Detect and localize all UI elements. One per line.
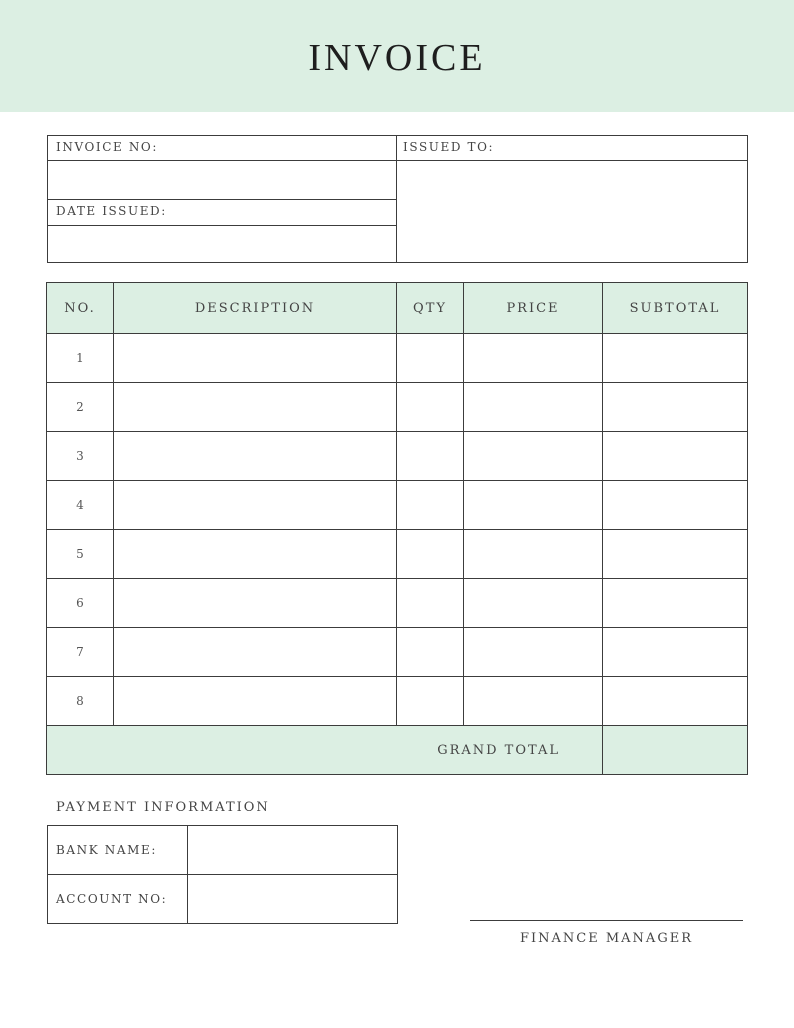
price-cell[interactable] bbox=[464, 677, 603, 726]
row-number: 2 bbox=[47, 383, 114, 432]
qty-cell[interactable] bbox=[397, 481, 464, 530]
bank-name-label: BANK NAME: bbox=[48, 826, 188, 875]
col-no-header: NO. bbox=[47, 283, 114, 334]
items-header-row bbox=[47, 283, 748, 334]
col-price-header: PRICE bbox=[464, 283, 603, 334]
col-subtotal-header: SUBTOTAL bbox=[603, 283, 748, 334]
subtotal-cell[interactable] bbox=[603, 481, 748, 530]
qty-cell[interactable] bbox=[397, 628, 464, 677]
price-cell[interactable] bbox=[464, 481, 603, 530]
row-number: 5 bbox=[47, 530, 114, 579]
payment-table bbox=[47, 825, 398, 924]
qty-cell[interactable] bbox=[397, 383, 464, 432]
description-cell[interactable] bbox=[114, 579, 397, 628]
info-date-line-top bbox=[47, 199, 397, 200]
qty-cell[interactable] bbox=[397, 432, 464, 481]
col-description-header: DESCRIPTION bbox=[114, 283, 397, 334]
invoice-no-field[interactable] bbox=[48, 161, 396, 199]
date-issued-label: DATE ISSUED: bbox=[56, 204, 167, 218]
col-qty-header: QTY bbox=[397, 283, 464, 334]
price-cell[interactable] bbox=[464, 383, 603, 432]
qty-cell[interactable] bbox=[397, 334, 464, 383]
subtotal-cell[interactable] bbox=[603, 628, 748, 677]
date-issued-field[interactable] bbox=[48, 226, 396, 262]
description-cell[interactable] bbox=[114, 481, 397, 530]
row-number: 8 bbox=[47, 677, 114, 726]
description-cell[interactable] bbox=[114, 432, 397, 481]
price-cell[interactable] bbox=[464, 432, 603, 481]
subtotal-cell[interactable] bbox=[603, 579, 748, 628]
issued-to-label: ISSUED TO: bbox=[403, 140, 495, 154]
table-row bbox=[47, 677, 748, 726]
description-cell[interactable] bbox=[114, 628, 397, 677]
subtotal-cell[interactable] bbox=[603, 677, 748, 726]
account-no-field[interactable] bbox=[188, 875, 398, 924]
description-cell[interactable] bbox=[114, 383, 397, 432]
payment-info-title: PAYMENT INFORMATION bbox=[56, 800, 270, 815]
account-no-row bbox=[48, 875, 398, 924]
qty-cell[interactable] bbox=[397, 677, 464, 726]
price-cell[interactable] bbox=[464, 579, 603, 628]
grand-total-row bbox=[47, 726, 748, 775]
table-row bbox=[47, 334, 748, 383]
qty-cell[interactable] bbox=[397, 530, 464, 579]
table-row bbox=[47, 383, 748, 432]
table-row bbox=[47, 530, 748, 579]
issued-to-field[interactable] bbox=[397, 161, 747, 262]
account-no-label: ACCOUNT NO: bbox=[48, 875, 188, 924]
description-cell[interactable] bbox=[114, 677, 397, 726]
row-number: 7 bbox=[47, 628, 114, 677]
price-cell[interactable] bbox=[464, 530, 603, 579]
row-number: 6 bbox=[47, 579, 114, 628]
invoice-no-label: INVOICE NO: bbox=[56, 140, 159, 154]
table-row bbox=[47, 579, 748, 628]
table-row bbox=[47, 481, 748, 530]
row-number: 4 bbox=[47, 481, 114, 530]
table-row bbox=[47, 432, 748, 481]
row-number: 3 bbox=[47, 432, 114, 481]
subtotal-cell[interactable] bbox=[603, 334, 748, 383]
subtotal-cell[interactable] bbox=[603, 383, 748, 432]
invoice-title: INVOICE bbox=[308, 37, 486, 79]
finance-manager-label: FINANCE MANAGER bbox=[520, 931, 693, 946]
price-cell[interactable] bbox=[464, 334, 603, 383]
description-cell[interactable] bbox=[114, 530, 397, 579]
bank-name-field[interactable] bbox=[188, 826, 398, 875]
table-row bbox=[47, 628, 748, 677]
signature-line[interactable] bbox=[470, 920, 743, 921]
description-cell[interactable] bbox=[114, 334, 397, 383]
grand-total-label: GRAND TOTAL bbox=[47, 726, 603, 775]
row-number: 1 bbox=[47, 334, 114, 383]
subtotal-cell[interactable] bbox=[603, 530, 748, 579]
price-cell[interactable] bbox=[464, 628, 603, 677]
qty-cell[interactable] bbox=[397, 579, 464, 628]
grand-total-cell[interactable] bbox=[603, 726, 748, 775]
bank-name-row bbox=[48, 826, 398, 875]
subtotal-cell[interactable] bbox=[603, 432, 748, 481]
items-table bbox=[46, 282, 748, 775]
